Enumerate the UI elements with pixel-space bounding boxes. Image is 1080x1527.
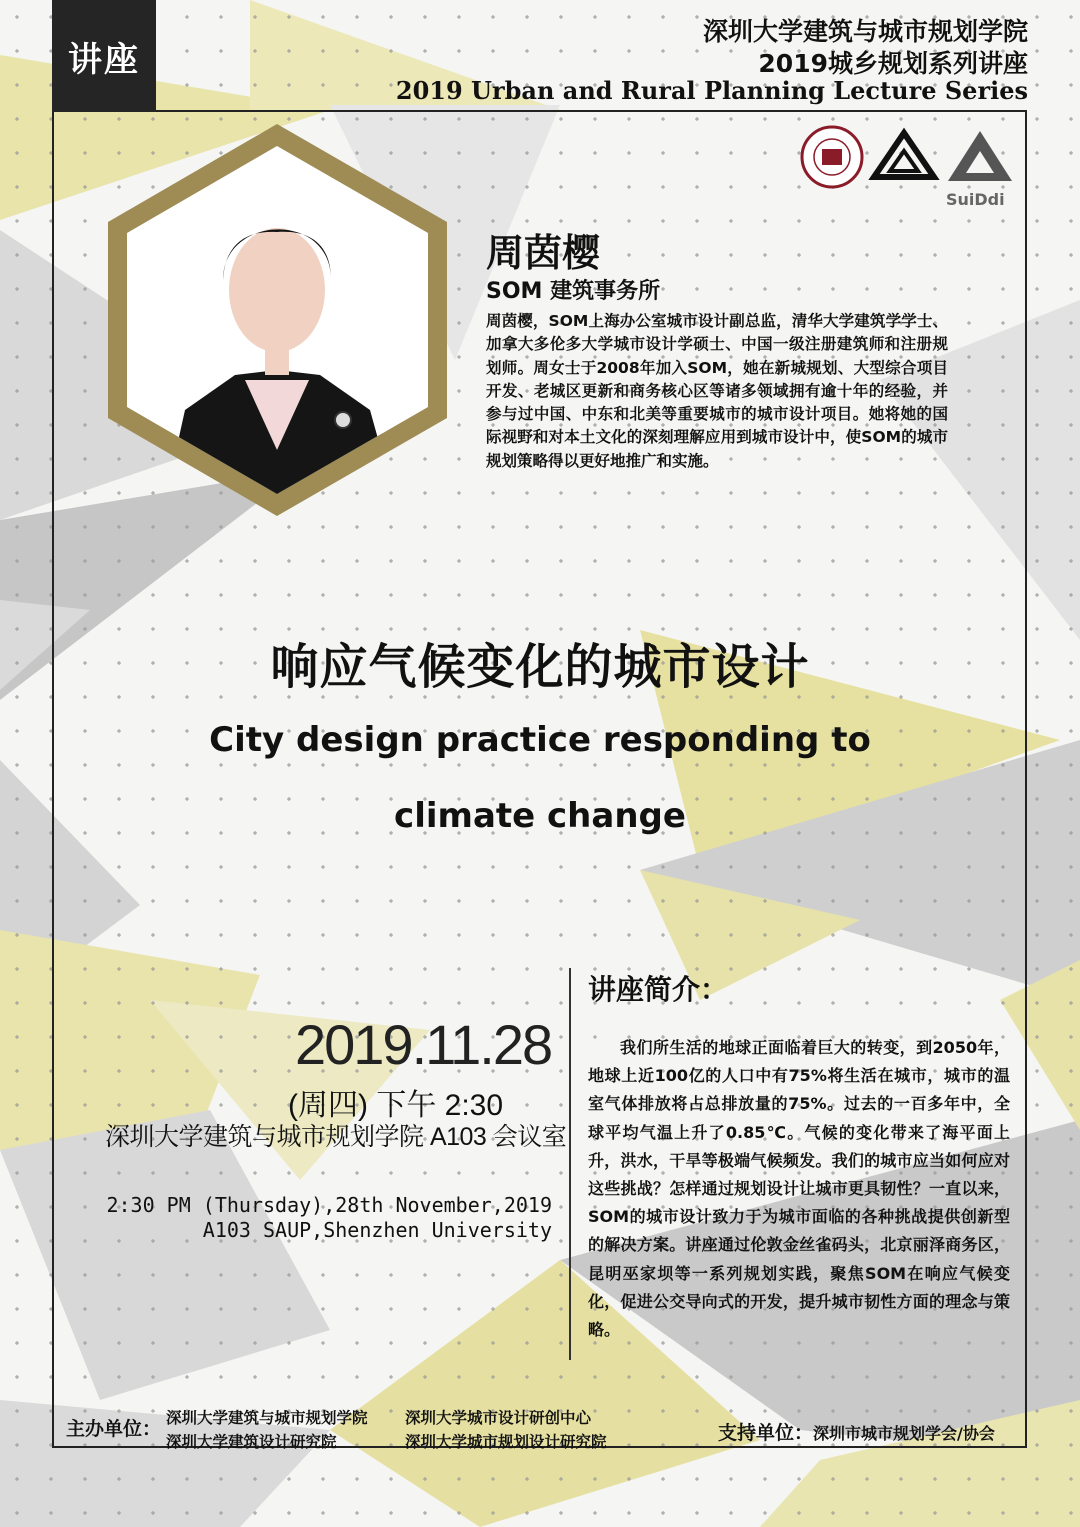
lecture-title-cn: 响应气候变化的城市设计 (270, 639, 810, 695)
support-label: 支持单位： (718, 1422, 814, 1444)
event-time-cn: (周四) 下午 2:30 (288, 1089, 504, 1122)
event-time-en: 2:30 PM (Thursday),28th November,2019 (106, 1193, 552, 1217)
speaker-firm: SOM 建筑事务所 (486, 279, 661, 304)
support-unit (718, 1418, 995, 1445)
divider-line (569, 968, 571, 1360)
series-name-cn: 2019城乡规划系列讲座 (758, 49, 1028, 78)
speaker-bio: 周茵樱，SOM上海办公室城市设计副总监，清华大学建筑学学士、加拿大多伦多大学城市设计学硕士、中国一级注册建筑师和注册规划师。周女士于2008年加入SOM，她在新城规划、大型综合项目开发、老城区更新和商务核心区等诸多领域拥有逾十年的经验，并参与过中国、中东和北美等重要城市的城市设计项目。她将她的国际视野和对本土文化的深刻理解应用到城市设计中，使SOM的城市规划策略得以更好地推广和实施。 (486, 312, 948, 470)
intro-body: 我们所生活的地球正面临着巨大的转变，到2050年，地球上近100亿的人口中有75%将生活在城市，城市的温室气体排放将占总排放量的75%。过去的一百多年中，全球平均气温上升了0.85℃。气候的变化带来了海平面上升，洪水，干旱等极端气候频发。我们的城市应当如何应对这些挑战？怎样通过规划设计让城市更具韧性？一直以来，SOM的城市设计致力于为城市面临的各种挑战提供创新型的解决方案。讲座通过伦敦金丝雀码头，北京丽泽商务区，昆明巫家坝等一系列规划实践，聚焦SOM在响应气候变化，促进公交导向式的开发，提升城市韧性方面的理念与策略。 (588, 1038, 1010, 1340)
organizer-item: 深圳大学建筑与城市规划学院 (166, 1409, 368, 1427)
organizer-item: 深圳大学建筑设计研究院 (166, 1433, 337, 1451)
architecture-school-logo (862, 125, 947, 201)
event-venue-en: A103 SAUP,Shenzhen University (202, 1218, 552, 1242)
suiddi-logo (946, 131, 1012, 209)
logo-group (800, 125, 1020, 215)
lecture-title-en-line2: climate change (394, 796, 686, 836)
lecture-tag: 讲座 (52, 0, 156, 112)
organizer-item: 深圳大学城市规划设计研究院 (405, 1433, 607, 1451)
event-venue-cn: 深圳大学建筑与城市规划学院 A103 会议室 (105, 1123, 567, 1151)
event-date: 2019.11.28 (295, 1013, 552, 1076)
speaker-name: 周茵樱 (486, 231, 601, 275)
series-name-en: 2019 Urban and Rural Planning Lecture Series (395, 76, 1028, 105)
organizer-item: 深圳大学城市设计研创中心 (405, 1409, 592, 1427)
support-name: 深圳市城市规划学会/协会 (813, 1424, 995, 1443)
intro-heading: 讲座简介： (588, 973, 729, 1006)
lecture-title-en-line1: City design practice responding to (209, 720, 871, 760)
organizers-label: 主办单位： (66, 1418, 162, 1440)
shenzhen-university-seal-logo (802, 127, 862, 187)
speaker-portrait (95, 120, 460, 520)
school-name-cn: 深圳大学建筑与城市规划学院 (702, 17, 1028, 46)
suiddi-logo-text: SuiDdi (946, 190, 1005, 209)
